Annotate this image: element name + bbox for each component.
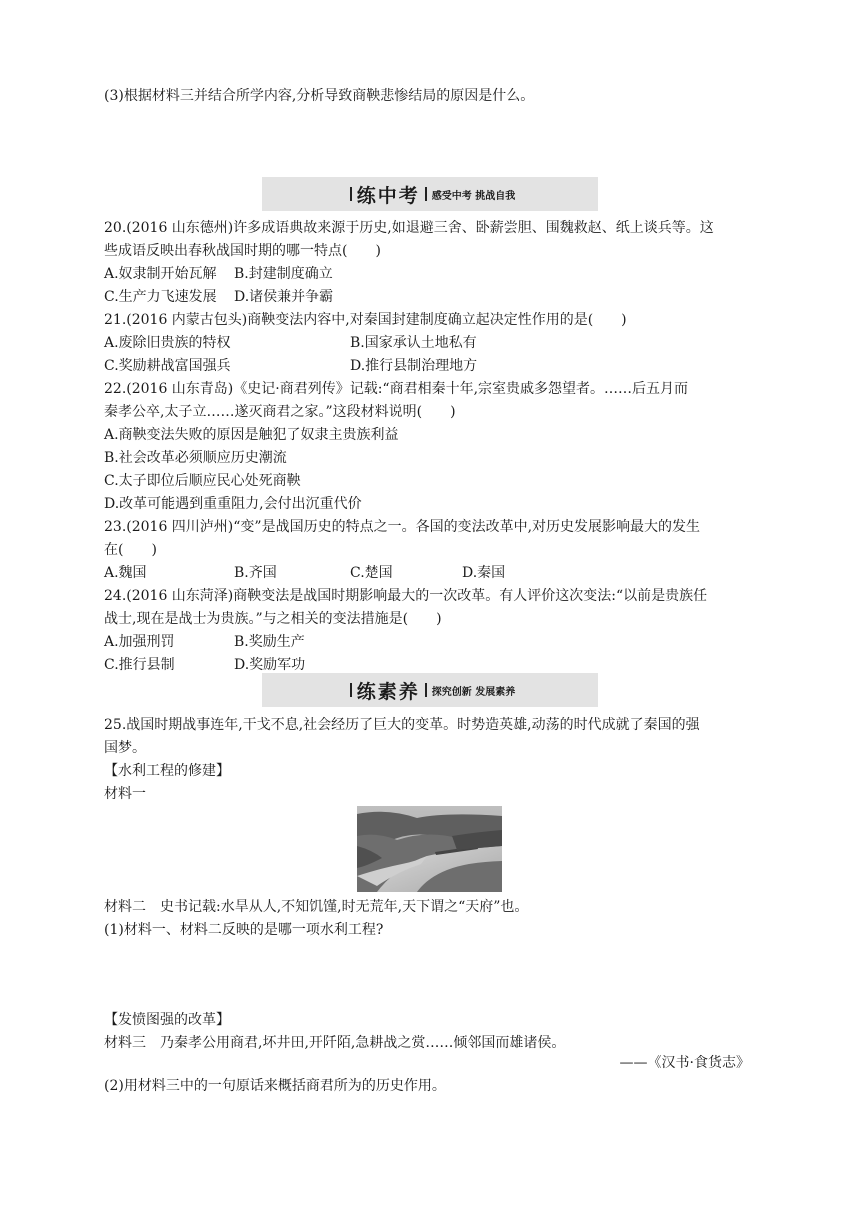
- q23-option-a: A.魏国: [104, 565, 147, 581]
- q21-option-b: B.国家承认土地私有: [350, 335, 477, 351]
- q23-option-d: D.秦国: [462, 565, 506, 581]
- heading-reform: 【发愤图强的改革】: [104, 1012, 230, 1028]
- banner-subtitle: 探究创新 发展素养: [431, 686, 516, 698]
- question-25-line-1: 25.战国时期战事连年,干戈不息,社会经历了巨大的变革。时势造英雄,动荡的时代成就了秦国的强: [104, 717, 700, 733]
- question-25-line-2: 国梦。: [104, 740, 146, 756]
- q22-option-d: D.改革可能遇到重重阻力,会付出沉重代价: [104, 496, 362, 512]
- question-22-line-2: 秦孝公卒,太子立……遂灭商君之家。”这段材料说明( ): [104, 404, 456, 420]
- q24-option-a: A.加强刑罚: [104, 634, 175, 650]
- q22-option-c: C.太子即位后顺应民心处死商鞅: [104, 473, 301, 489]
- q22-option-a: A.商鞅变法失败的原因是触犯了奴隶主贵族利益: [104, 427, 399, 443]
- section-banner-practice-literacy: [262, 673, 598, 707]
- material-1-label: 材料一: [104, 786, 146, 802]
- banner-divider: [425, 683, 427, 697]
- q24-option-c: C.推行县制: [104, 657, 175, 673]
- q24-option-b: B.奖励生产: [234, 634, 305, 650]
- heading-water-project: 【水利工程的修建】: [104, 763, 230, 779]
- q22-option-b: B.社会改革必须顺应历史潮流: [104, 450, 287, 466]
- q24-option-d: D.奖励军功: [234, 657, 306, 673]
- question-23-line-2: 在( ): [104, 542, 157, 558]
- section-banner-practice-exam: [262, 177, 598, 211]
- banner-divider: [350, 683, 352, 697]
- question-19-part-3: (3)根据材料三并结合所学内容,分析导致商鞅悲惨结局的原因是什么。: [104, 88, 535, 104]
- material-3-source: ——《汉书·食货志》: [619, 1055, 750, 1071]
- material-3: 材料三 乃秦孝公用商君,坏井田,开阡陌,急耕战之赏……倾邻国而雄诸侯。: [104, 1035, 566, 1051]
- question-25-part-1: (1)材料一、材料二反映的是哪一项水利工程?: [104, 922, 384, 938]
- question-24-line-2: 战士,现在是战士为贵族。”与之相关的变法措施是( ): [104, 611, 442, 627]
- question-20-line-1: 20.(2016 山东德州)许多成语典故来源于历史,如退避三舍、卧薪尝胆、围魏救赵、纸上谈兵等。这: [104, 220, 714, 236]
- q20-option-b: B.封建制度确立: [234, 266, 333, 282]
- q20-option-c: C.生产力飞速发展: [104, 289, 217, 305]
- banner-subtitle: 感受中考 挑战自我: [431, 190, 516, 202]
- banner-title: 练素养: [356, 680, 420, 703]
- question-22-line-1: 22.(2016 山东青岛)《史记·商君列传》记载:“商君相秦十年,宗室贵戚多怨望者。……后五月而: [104, 381, 689, 397]
- question-20-line-2: 些成语反映出春秋战国时期的哪一特点( ): [104, 243, 381, 259]
- material-2: 材料二 史书记载:水旱从人,不知饥馑,时无荒年,天下谓之“天府”也。: [104, 899, 529, 915]
- question-25-part-2: (2)用材料三中的一句原话来概括商君所为的历史作用。: [104, 1078, 446, 1094]
- q21-option-c: C.奖励耕战富国强兵: [104, 358, 231, 374]
- q23-option-c: C.楚国: [350, 565, 393, 581]
- question-23-line-1: 23.(2016 四川泸州)“变”是战国历史的特点之一。各国的变法改革中,对历史发展影响最大的发生: [104, 519, 701, 535]
- q20-option-a: A.奴隶制开始瓦解: [104, 266, 217, 282]
- banner-divider: [350, 187, 352, 201]
- question-21-line-1: 21.(2016 内蒙古包头)商鞅变法内容中,对秦国封建制度确立起决定性作用的是( ): [104, 312, 627, 328]
- question-24-line-1: 24.(2016 山东菏泽)商鞅变法是战国时期影响最大的一次改革。有人评价这次变法:“以前是贵族任: [104, 588, 708, 604]
- dujiangyan-photo: [357, 806, 502, 892]
- banner-divider: [425, 187, 427, 201]
- q20-option-d: D.诸侯兼并争霸: [234, 289, 334, 305]
- banner-title: 练中考: [356, 184, 420, 207]
- q21-option-a: A.废除旧贵族的特权: [104, 335, 231, 351]
- q23-option-b: B.齐国: [234, 565, 277, 581]
- q21-option-d: D.推行县制治理地方: [350, 358, 478, 374]
